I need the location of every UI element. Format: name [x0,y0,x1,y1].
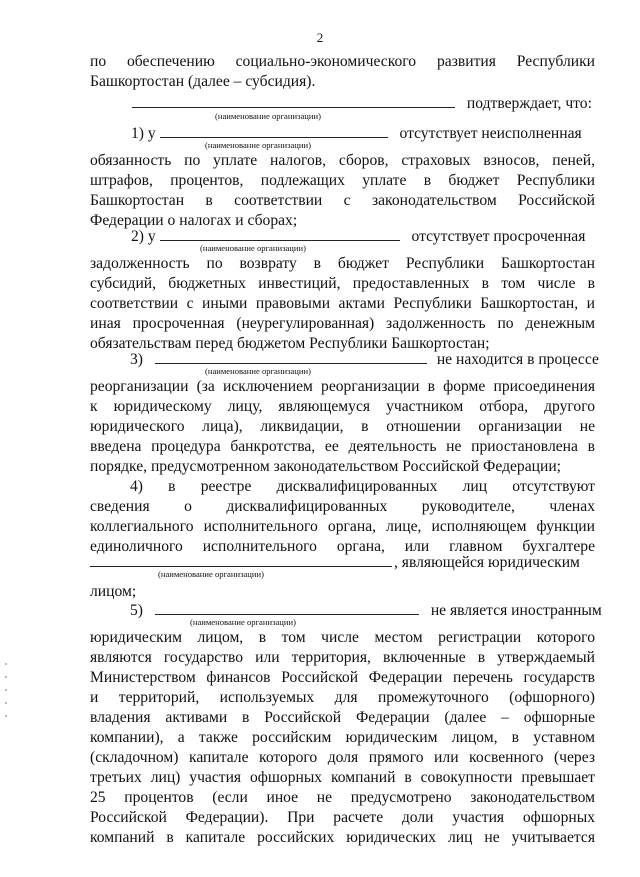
text-line: третьих лиц) участия офшорных компаний в совокупности превышает [90,769,595,786]
text-line: сведения о дисквалифицированных руководителе, членах [90,498,595,515]
item-2-line [90,226,595,246]
text-line: штрафов, процентов, подлежащих уплате в бюджет Республики [90,172,595,189]
text-line: единоличного исполнительного органа, или главном бухгалтере [90,538,595,555]
text-line: (складочном) капитале которого доля прямого или косвенного (через [90,749,595,766]
scan-speck [5,715,7,717]
text-line: владения активами в Российской Федерации (далее – офшорные [90,709,595,726]
scan-speck [5,702,7,704]
text-line: 4) в реестре дисквалифицированных лиц отсутствуют [130,478,595,495]
text-line: введена процедура банкротства, ее деятельность не приостановлена в [90,438,595,455]
text-line: Российской Федерации). При расчете доли участия офшорных [90,809,595,826]
text-line: являются государство или территория, включенные в утверждаемый [90,649,595,666]
text-line: обязательствам перед бюджетом Республики Башкортостан; [90,335,490,352]
field-caption: (наименование организации) [205,366,311,376]
text-fragment: отсутствует неисполненная [399,125,582,142]
text-line: юридического лица), ликвидации, в отношении организации не [90,418,595,435]
field-caption: (наименование организации) [215,111,321,121]
item-5-line [90,600,602,620]
org-name-blank [160,226,400,241]
text-fragment: 1) у [131,125,156,142]
org-name-blank [160,123,388,138]
text-fragment: 2) у [131,228,156,245]
text-line: юридическим лицом, в том числе местом регистрации которого [90,629,595,646]
field-caption: (наименование организации) [205,140,311,150]
field-caption: (наименование организации) [190,617,296,627]
text-line: обязанность по уплате налогов, сборов, страховых взносов, пеней, [90,152,595,169]
confirm-line [90,93,595,113]
text-line: соответствии с иными правовыми актами Республики Башкортостан, и [90,295,595,312]
scan-speck [5,676,7,678]
item-3-line [90,349,599,369]
text-line: и территорий, используемых для промежуточного (офшорного) [90,689,595,706]
field-caption: (наименование организации) [200,243,306,253]
text-line: 25 процентов (если иное не предусмотрено законодательством [90,789,595,806]
text-line: компаний в капитале российских юридических лиц не учитывается [90,829,595,846]
text-fragment: , являющейся юридическим [394,554,580,571]
text-line: иная просроченная (неурегулированная) задолженность по денежным [90,315,595,332]
text-fragment: 5) [130,602,143,619]
text-line: субсидий, бюджетных инвестиций, предоставленных в том числе в [90,275,595,292]
text-fragment: отсутствует просроченная [411,228,586,245]
text-line: реорганизации (за исключением реорганизации в форме присоединения [90,378,595,395]
org-name-blank [132,93,455,108]
text-fragment: 3) [130,351,143,368]
text-fragment: подтверждает, что: [466,95,592,112]
text-line: Башкортостан в соответствии с законодательством Российской [90,192,595,209]
org-name-blank [155,349,427,364]
page-number: 2 [316,30,324,45]
text-line: Федерации о налогах и сборах; [90,212,298,229]
text-line: порядке, предусмотренном законодательством Российской Федерации; [90,458,562,475]
text-fragment: не является иностранным [430,602,602,619]
scan-speck [5,689,7,691]
text-line: Башкортостан (далее – субсидия). [90,73,316,90]
field-caption: (наименование организации) [158,569,264,579]
text-fragment: не находится в процессе [436,351,599,368]
text-line: коллегиального исполнительного органа, лице, исполняющем функции [90,518,595,535]
text-line: по обеспечению социально-экономического развития Республики [90,53,595,70]
text-line: задолженность по возврату в бюджет Республики Башкортостан [90,255,595,272]
text-line: к юридическому лицу, являющемуся участником отбора, другого [90,398,595,415]
org-name-blank [90,552,392,567]
item-1-line [90,123,595,143]
text-line: компании), а также российским юридическим лицом, в уставном [90,729,595,746]
scan-speck [5,663,7,665]
text-line: лицом; [90,583,137,600]
org-name-blank [155,600,419,615]
text-line: Министерством финансов Российской Федерации перечень государств [90,669,595,686]
